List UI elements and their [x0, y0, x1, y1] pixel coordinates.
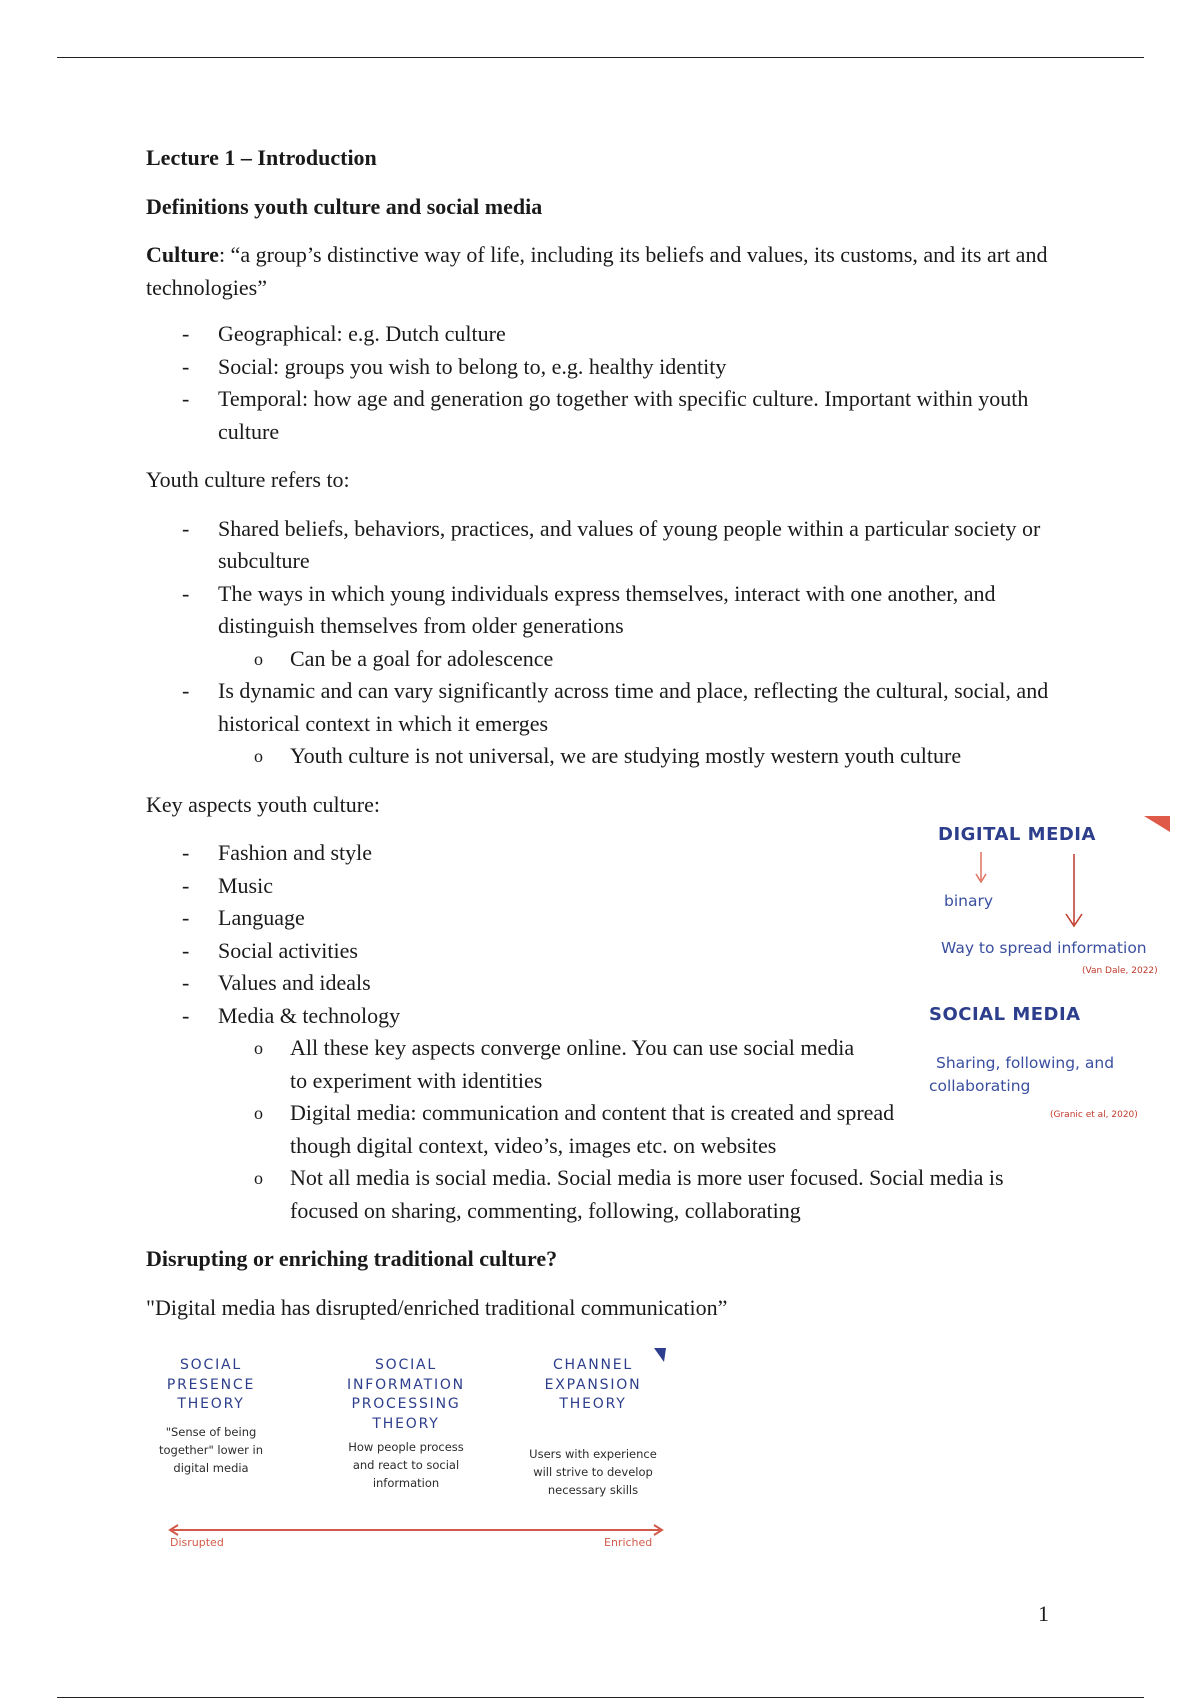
- sub-list-item: o Youth culture is not universal, we are studying mostly western youth culture: [254, 743, 962, 768]
- list-item: - The ways in which young individuals express themselves, interact with one another, and distinguish themselves from older generations o Can be a goal for adolescence: [146, 578, 1066, 676]
- axis-label-enriched: Enriched: [604, 1536, 653, 1549]
- youth-culture-list: [146, 513, 1066, 773]
- theory-description: How people process and react to social information: [348, 1440, 464, 1490]
- bottom-rule: [57, 1697, 1144, 1698]
- theory-description: Users with experience will strive to develop necessary skills: [529, 1446, 657, 1497]
- key-aspects-intro: Key aspects youth culture:: [146, 791, 380, 817]
- social-desc-line2: collaborating: [929, 1077, 1031, 1095]
- spread-label: Way to spread information: [941, 939, 1147, 957]
- social-desc-line1: Sharing, following, and: [936, 1054, 1115, 1072]
- list-item: - Media & technology o All these key aspects converge online. You can use social media to experiment with identities o Digital media: communication and content that is created and spread though digital context, video’s, images etc. on websites o Not all media is social media. Social media is more user focused. Social media is focused on sharing, commenting, following, collaborating: [146, 1000, 1066, 1228]
- theory-title: CHANNEL EXPANSION THEORY: [544, 1357, 642, 1412]
- youth-culture-intro: Youth culture refers to:: [146, 467, 350, 492]
- citation-granic: (Granic et al, 2020): [1050, 1110, 1138, 1120]
- sub-list-item: o All these key aspects converge online. You can use social media to experiment with identities: [254, 1035, 855, 1093]
- disrupting-heading: Disrupting or enriching traditional culture?: [146, 1246, 558, 1271]
- theories-figure: [146, 1340, 676, 1560]
- lecture-heading: Lecture 1 – Introduction: [146, 145, 377, 170]
- corner-flag-icon: [1144, 816, 1170, 832]
- culture-definition-text: : “a group’s distinctive way of life, including its beliefs and values, its customs, and its art and technologies”: [146, 242, 1048, 300]
- list-item: - Temporal: how age and generation go together with specific culture. Important within youth culture: [182, 386, 1029, 444]
- list-item: - Values and ideals: [182, 970, 371, 995]
- list-item: - Geographical: e.g. Dutch culture: [182, 321, 506, 346]
- list-item: - Fashion and style: [182, 840, 372, 865]
- sub-list-item: o Not all media is social media. Social media is more user focused. Social media is focused on sharing, commenting, following, collaborating: [254, 1165, 1004, 1223]
- digital-media-figure: [920, 812, 1170, 1132]
- quote-text: "Digital media has disrupted/enriched traditional communication”: [146, 1294, 728, 1320]
- culture-list: [146, 318, 1066, 448]
- definitions-heading: Definitions youth culture and social media: [146, 193, 543, 219]
- theory-description: "Sense of being together" lower in digital media: [158, 1424, 264, 1475]
- list-item: - Music: [182, 872, 273, 898]
- page-number: 1: [1038, 1601, 1049, 1626]
- list-item: - Is dynamic and can vary significantly across time and place, reflecting the cultural, social, and historical context in which it emerges o Youth culture is not universal, we are studying mostly western youth culture: [146, 675, 1066, 773]
- social-media-title: SOCIAL MEDIA: [929, 1004, 1081, 1025]
- culture-term: Culture: [146, 242, 219, 267]
- sub-list: [218, 740, 1066, 773]
- page-content: [146, 142, 1066, 1340]
- sub-list: [218, 643, 1066, 676]
- sub-list-item: o Can be a goal for adolescence: [254, 645, 554, 671]
- theory-title: SOCIAL INFORMATION PROCESSING THEORY: [347, 1357, 465, 1432]
- theory-channel-expansion: [518, 1356, 668, 1499]
- binary-label: binary: [944, 892, 994, 910]
- digital-media-title: DIGITAL MEDIA: [938, 824, 1096, 845]
- top-rule: [57, 57, 1144, 58]
- citation-van-dale: (Van Dale, 2022): [1082, 966, 1158, 976]
- list-item: - Language: [182, 905, 305, 930]
- theory-title: SOCIAL PRESENCE THEORY: [166, 1357, 256, 1412]
- theory-social-information-processing: [326, 1356, 486, 1492]
- list-item: - Social activities: [182, 937, 358, 963]
- list-item: - Shared beliefs, behaviors, practices, and values of young people within a particular society or subculture: [182, 515, 1041, 573]
- theory-social-presence: [146, 1356, 276, 1477]
- axis-label-disrupted: Disrupted: [170, 1536, 224, 1549]
- list-item: - Social: groups you wish to belong to, e.g. healthy identity: [182, 353, 727, 379]
- culture-definition: [146, 239, 1066, 304]
- sub-list-item: o Digital media: communication and content that is created and spread though digital context, video’s, images etc. on websites: [254, 1100, 895, 1158]
